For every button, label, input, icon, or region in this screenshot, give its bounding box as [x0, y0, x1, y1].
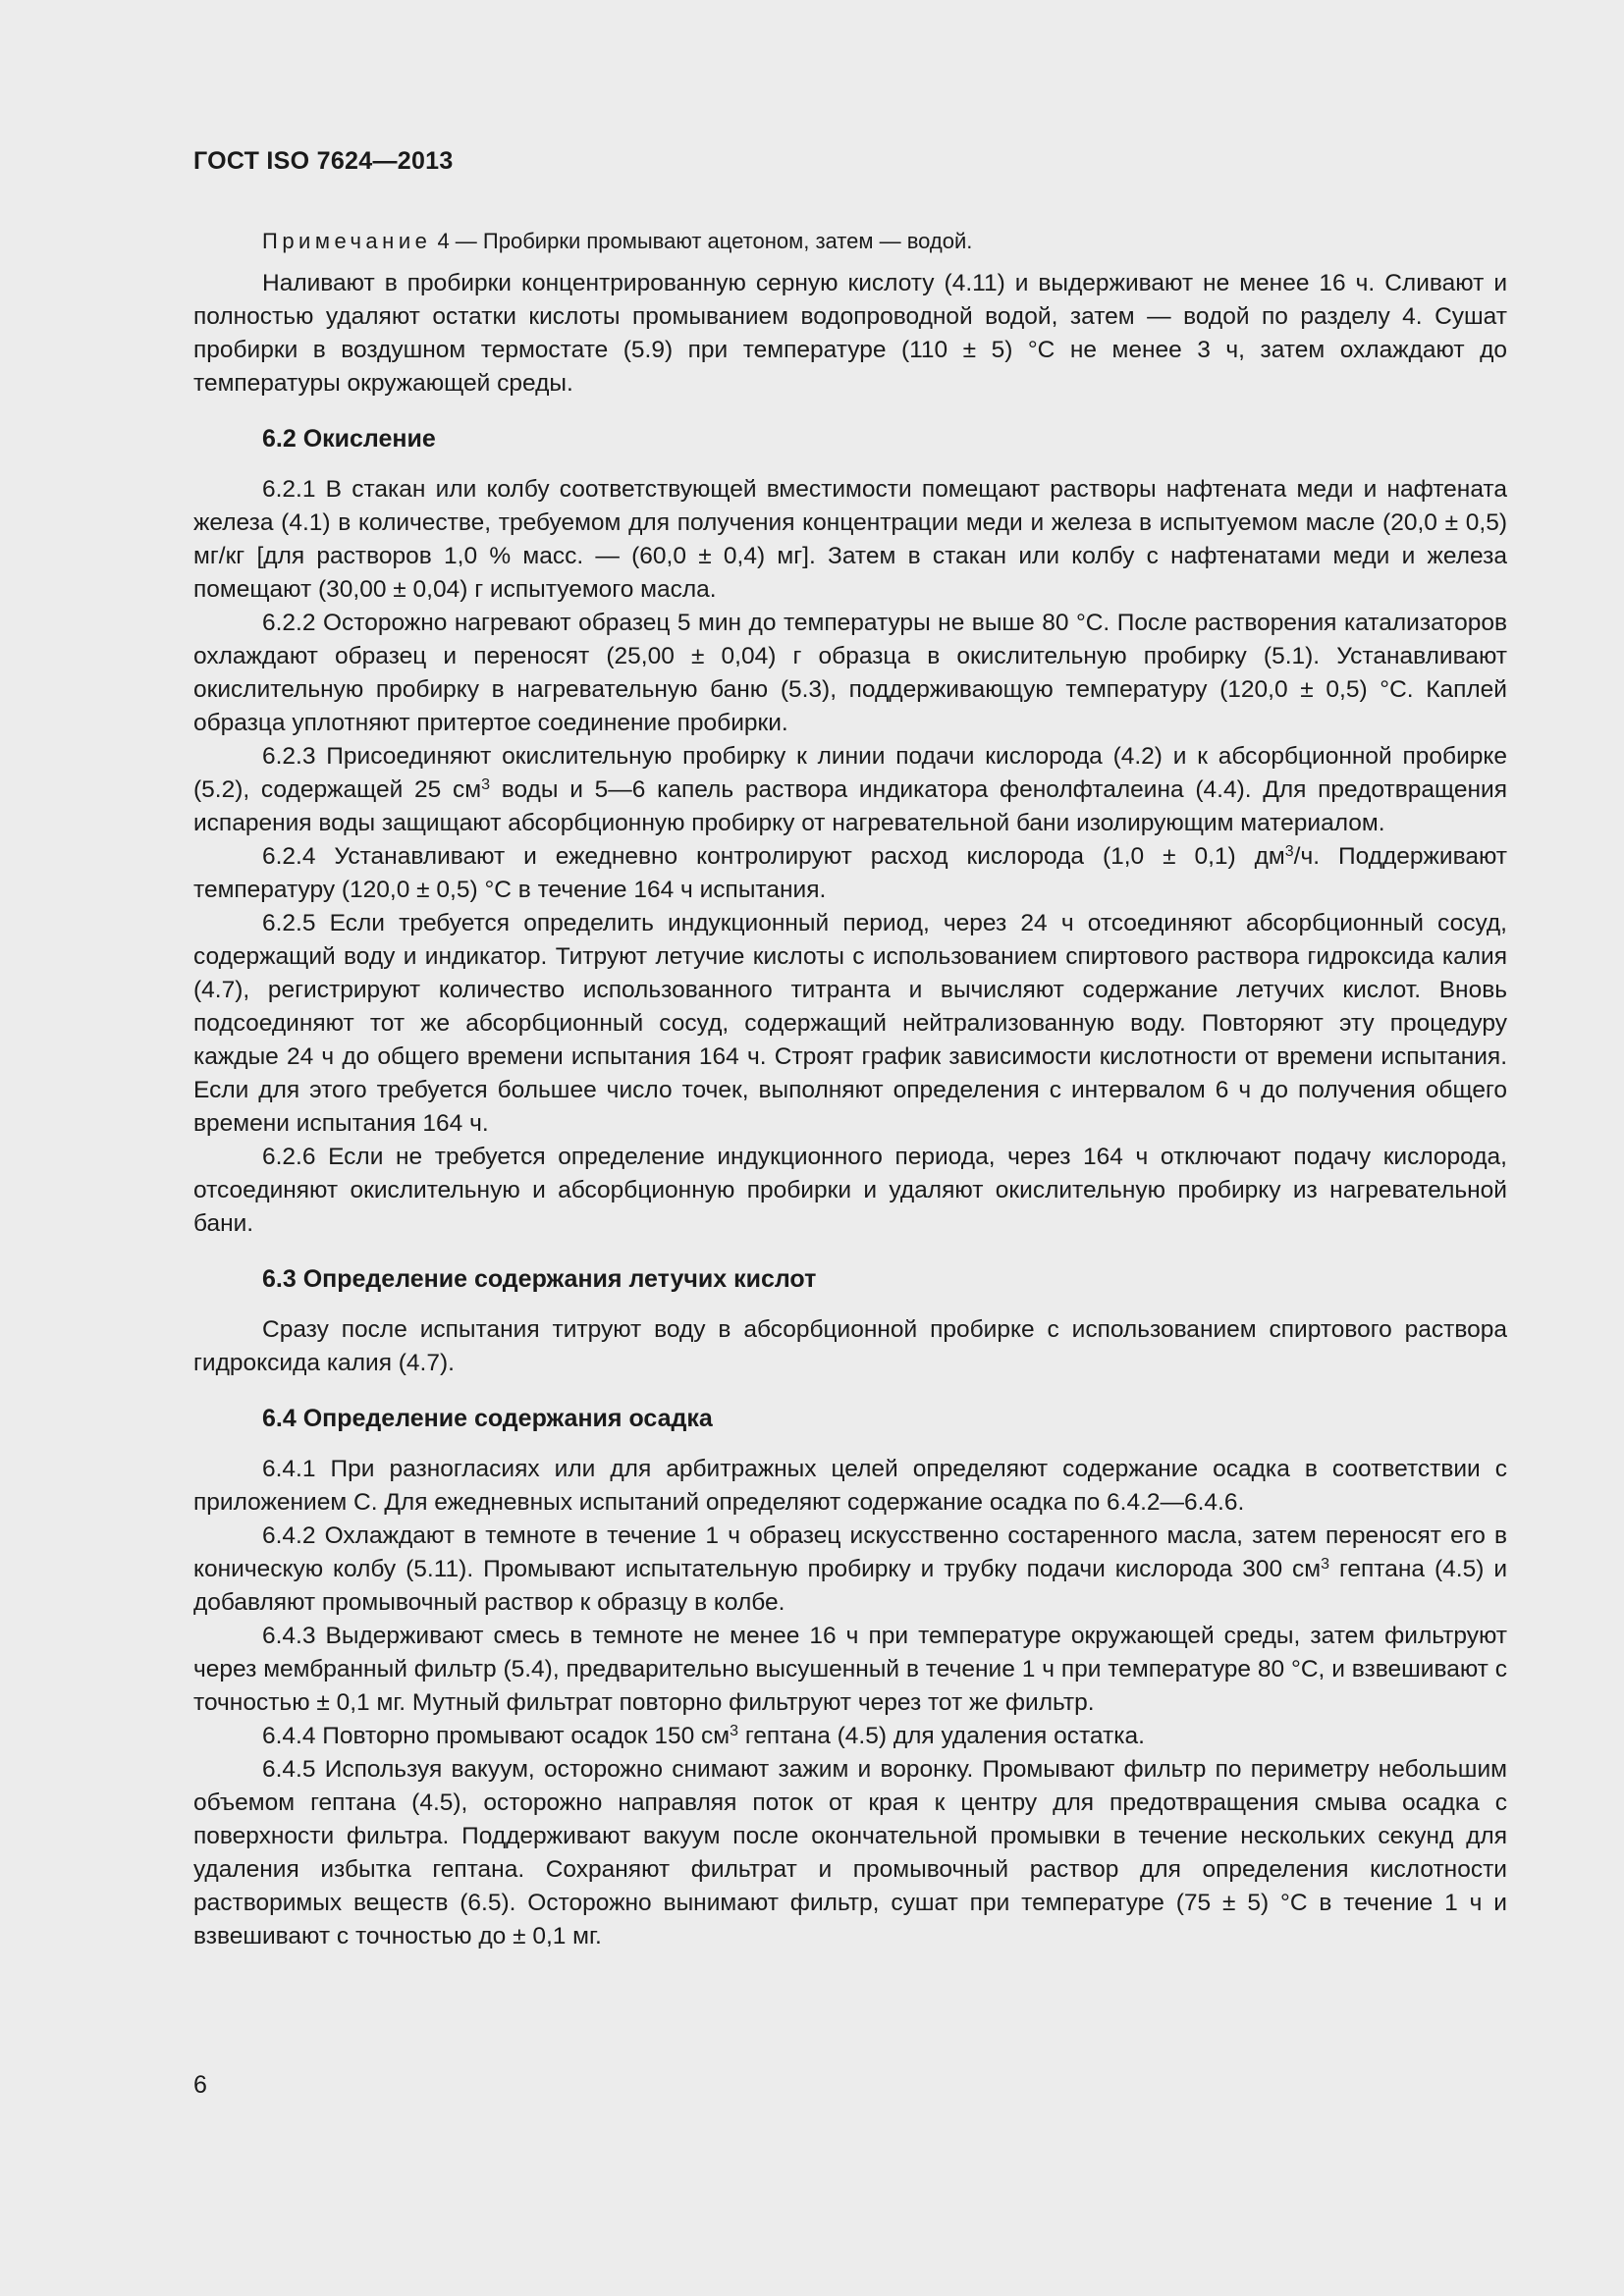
- paragraph-6-4-2-part2: гептана (4.5) и добавляют промывочный раствор к образцу в колбе.: [193, 1556, 1508, 1616]
- paragraph-6-4-4: [193, 1720, 1507, 1753]
- paragraph-6-2-2: 6.2.2 Осторожно нагревают образец 5 мин до температуры не выше 80 °С. После растворения катализаторов охлаждают образец и переносят (25,00 ± 0,04) г образца в окислительную пробирку (5.1). Устанавливают окислительную пробирку в нагревательную баню (5.3), поддерживающую температуру (120,0 ± 0,5) °С. Каплей образца уплотняют притертое соединение пробирки.: [193, 610, 1507, 736]
- superscript: 3: [481, 776, 490, 793]
- document-body: [193, 226, 1507, 1953]
- document-header: ГОСТ ISO 7624—2013: [193, 147, 454, 175]
- note-label: Примечание: [262, 229, 432, 253]
- superscript: 3: [1284, 843, 1294, 860]
- paragraph-6-2-3-part2: воды и 5—6 капель раствора индикатора фенолфталеина (4.4). Для предотвращения испарения воды защищают абсорбционную пробирку от нагревательной бани изолирующим материалом.: [193, 776, 1508, 836]
- paragraph-6-4-2-part1: 6.4.2 Охлаждают в темноте в течение 1 ч образец искусственно состаренного масла, затем переносят его в коническую колбу (5.11). Промывают испытательную пробирку и трубку подачи кислорода 300 см: [193, 1522, 1507, 1582]
- paragraph-6-2-1: 6.2.1 В стакан или колбу соответствующей вместимости помещают растворы нафтената меди и нафтената железа (4.1) в количестве, требуемом для получения концентрации меди и железа в испытуемом масле (20,0 ± 0,5) мг/кг [для растворов 1,0 % масс. — (60,0 ± 0,4) мг]. Затем в стакан или колбу с нафтенатами меди и железа помещают (30,00 ± 0,04) г испытуемого масла.: [193, 476, 1507, 603]
- paragraph-6-4-5: 6.4.5 Используя вакуум, осторожно снимают зажим и воронку. Промывают фильтр по периметру небольшим объемом гептана (4.5), осторожно направляя поток от края к центру для предотвращения смыва осадка с поверхности фильтра. Поддерживают вакуум после окончательной промывки в течение нескольких секунд для удаления избытка гептана. Сохраняют фильтрат и промывочный раствор для определения кислотности растворимых веществ (6.5). Осторожно вынимают фильтр, сушат при температуре (75 ± 5) °С в течение 1 ч и взвешивают с точностью до ± 0,1 мг.: [193, 1756, 1507, 1949]
- paragraph-6-4-4-part1: 6.4.4 Повторно промывают осадок 150 см: [262, 1723, 731, 1749]
- paragraph-6-2-6: 6.2.6 Если не требуется определение индукционного периода, через 164 ч отключают подачу кислорода, отсоединяют окислительную и абсорбционную пробирки и удаляют окислительную пробирку из нагревательной бани.: [193, 1144, 1507, 1237]
- page-number: 6: [193, 2071, 207, 2099]
- paragraph-6-2-4-part2: /ч. Поддерживают температуру (120,0 ± 0,5) °С в течение 164 ч испытания.: [193, 843, 1507, 903]
- paragraph-6-2-3-part1: 6.2.3 Присоединяют окислительную пробирку к линии подачи кислорода (4.2) и к абсорбционной пробирке (5.2), содержащей 25 см: [193, 743, 1507, 803]
- paragraph-6-4-1: 6.4.1 При разногласиях или для арбитражных целей определяют содержание осадка в соответствии с приложением С. Для ежедневных испытаний определяют содержание осадка по 6.4.2—6.4.6.: [193, 1456, 1507, 1516]
- paragraph-6-4-4-part2: гептана (4.5) для удаления остатка.: [738, 1723, 1145, 1749]
- section-heading-6-2: 6.2 Окисление: [262, 425, 436, 453]
- superscript: 3: [730, 1723, 739, 1739]
- paragraph-6-2-3: [193, 740, 1507, 840]
- paragraph-6-3: Сразу после испытания титруют воду в абсорбционной пробирке с использованием спиртового раствора гидроксида калия (4.7).: [193, 1316, 1507, 1376]
- note-text: 4 — Пробирки промывают ацетоном, затем — водой.: [431, 229, 973, 253]
- section-heading-6-4: 6.4 Определение содержания осадка: [262, 1405, 713, 1432]
- paragraph-6-4-2: [193, 1520, 1507, 1620]
- paragraph-6-2-4: [193, 840, 1507, 907]
- intro-paragraph: Наливают в пробирки концентрированную серную кислоту (4.11) и выдерживают не менее 16 ч. Сливают и полностью удаляют остатки кислоты промыванием водопроводной водой, затем — водой по разделу 4. Сушат пробирки в воздушном термостате (5.9) при температуре (110 ± 5) °С не менее 3 ч, затем охлаждают до температуры окружающей среды.: [193, 270, 1507, 397]
- paragraph-6-4-3: 6.4.3 Выдерживают смесь в темноте не менее 16 ч при температуре окружающей среды, затем фильтруют через мембранный фильтр (5.4), предварительно высушенный в течение 1 ч при температуре 80 °С, и взвешивают с точностью ± 0,1 мг. Мутный фильтрат повторно фильтруют через тот же фильтр.: [193, 1623, 1507, 1716]
- section-heading-6-3: 6.3 Определение содержания летучих кислот: [262, 1265, 817, 1293]
- paragraph-6-2-5: 6.2.5 Если требуется определить индукционный период, через 24 ч отсоединяют абсорбционный сосуд, содержащий воду и индикатор. Титруют летучие кислоты с использованием спиртового раствора гидроксида калия (4.7), регистрируют количество использованного титранта и вычисляют содержание летучих кислот. Вновь подсоединяют тот же абсорбционный сосуд, содержащий нейтрализованную воду. Повторяют эту процедуру каждые 24 ч до общего времени испытания 164 ч. Строят график зависимости кислотности от времени испытания. Если для этого требуется большее число точек, выполняют определения с интервалом 6 ч до получения общего времени испытания 164 ч.: [193, 910, 1507, 1137]
- paragraph-6-2-4-part1: 6.2.4 Устанавливают и ежедневно контролируют расход кислорода (1,0 ± 0,1) дм: [262, 843, 1285, 870]
- note-paragraph: [193, 226, 1507, 257]
- superscript: 3: [1321, 1556, 1330, 1573]
